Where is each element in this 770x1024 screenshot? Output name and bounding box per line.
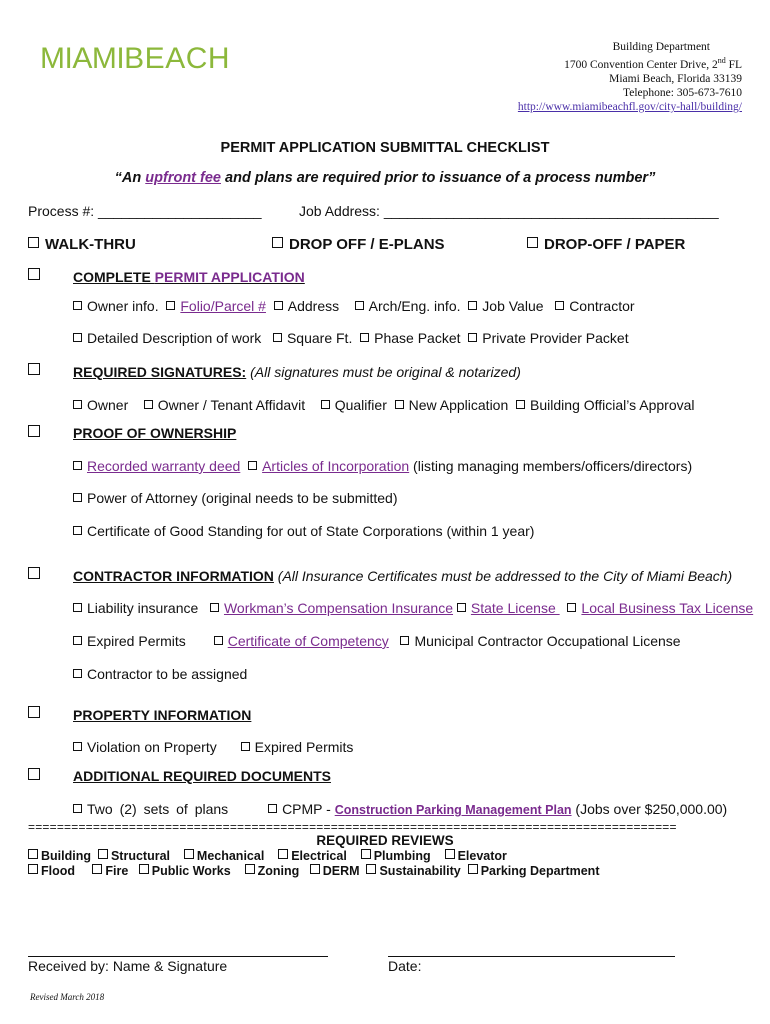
sig-owner-label: Owner: [87, 397, 129, 413]
contractor-assigned-checkbox[interactable]: [73, 669, 82, 678]
ownership-row-2: [73, 490, 398, 506]
job-value-checkbox[interactable]: [468, 301, 477, 310]
contractor-heading-text: CONTRACTOR INFORMATION: [73, 568, 274, 584]
certificate-competency-checkbox[interactable]: [214, 636, 223, 645]
sig-owner-checkbox[interactable]: [73, 400, 82, 409]
section-property-heading: PROPERTY INFORMATION: [73, 707, 252, 723]
page-title: PERMIT APPLICATION SUBMITTAL CHECKLIST: [220, 140, 550, 156]
signatures-heading-text: REQUIRED SIGNATURES:: [73, 364, 247, 380]
review-flood-label: Flood: [41, 864, 76, 878]
review-fire-checkbox[interactable]: [92, 864, 102, 874]
sig-official-approval-label: Building Official’s Approval: [530, 397, 695, 413]
divider-line: ==========================================================================================: [28, 820, 677, 834]
walk-thru-option[interactable]: [28, 236, 136, 253]
additional-row: [73, 801, 727, 817]
logo-text-beach: BEACH: [124, 42, 231, 75]
cpmp-note: (Jobs over $250,000.00): [571, 801, 728, 817]
contractor-row-3: [73, 666, 247, 682]
review-structural-checkbox[interactable]: [98, 849, 108, 859]
contractor-note: (All Insurance Certificates must be addressed to the City of Miami Beach): [273, 568, 733, 584]
contractor-expired-permits-checkbox[interactable]: [73, 636, 82, 645]
reviews-row-2: [28, 864, 599, 878]
review-elevator-label: Elevator: [457, 849, 507, 863]
square-ft-checkbox[interactable]: [273, 333, 282, 342]
section-contractor-checkbox[interactable]: [28, 567, 40, 579]
section-application-heading: [73, 269, 305, 285]
review-electrical-checkbox[interactable]: [278, 849, 288, 859]
walk-thru-checkbox[interactable]: [28, 237, 39, 248]
phase-packet-checkbox[interactable]: [360, 333, 369, 342]
signatures-note: (All signatures must be original & notarized): [246, 364, 521, 380]
contractor-label: Contractor: [569, 298, 635, 314]
upfront-fee-link[interactable]: upfront fee: [145, 170, 221, 186]
contractor-expired-permits-label: Expired Permits: [87, 633, 186, 649]
section-ownership-heading: PROOF OF OWNERSHIP: [73, 425, 237, 441]
state-license-checkbox[interactable]: [457, 603, 466, 612]
liability-insurance-checkbox[interactable]: [73, 603, 82, 612]
application-row-2: [73, 330, 629, 346]
review-mechanical-checkbox[interactable]: [184, 849, 194, 859]
cpmp-link[interactable]: Construction Parking Management Plan: [334, 803, 572, 817]
walk-thru-label: WALK-THRU: [45, 236, 136, 253]
violation-property-label: Violation on Property: [87, 739, 217, 755]
miami-beach-logo: [40, 42, 230, 76]
sig-affidavit-checkbox[interactable]: [144, 400, 153, 409]
property-expired-permits-checkbox[interactable]: [241, 742, 250, 751]
warranty-deed-link[interactable]: Recorded warranty deed: [87, 458, 241, 474]
ownership-row-1: [73, 458, 692, 474]
section-contractor-heading: [73, 568, 732, 584]
subtitle-rest: and plans are required prior to issuance of a process number”: [221, 170, 656, 186]
arch-eng-checkbox[interactable]: [355, 301, 364, 310]
drop-off-paper-option[interactable]: [527, 236, 685, 253]
heading-complete: COMPLETE: [73, 269, 155, 285]
job-address-field[interactable]: Job Address: ___________________________________________: [299, 203, 719, 219]
detailed-description-checkbox[interactable]: [73, 333, 82, 342]
municipal-license-checkbox[interactable]: [400, 636, 409, 645]
signature-line[interactable]: [28, 956, 328, 957]
articles-note: (listing managing members/officers/directors): [409, 458, 693, 474]
contractor-row-2: [73, 633, 681, 649]
review-fire-label: Fire: [105, 864, 129, 878]
department-address-block: [518, 40, 742, 114]
section-property-checkbox[interactable]: [28, 706, 40, 718]
power-of-attorney-checkbox[interactable]: [73, 493, 82, 502]
property-row: [73, 739, 353, 755]
two-sets-plans-label: Two (2) sets of plans: [87, 801, 229, 817]
power-of-attorney-label: Power of Attorney (original needs to be submitted): [87, 490, 398, 506]
detailed-description-label: Detailed Description of work: [87, 330, 262, 346]
job-value-label: Job Value: [482, 298, 544, 314]
owner-info-checkbox[interactable]: [73, 301, 82, 310]
articles-incorporation-link[interactable]: Articles of Incorporation: [262, 458, 410, 474]
page-subtitle: [0, 170, 770, 186]
review-parking-label: Parking Department: [480, 864, 600, 878]
section-additional-checkbox[interactable]: [28, 768, 40, 780]
cpmp-checkbox[interactable]: [268, 804, 277, 813]
address-label: Address: [287, 298, 340, 314]
address-checkbox[interactable]: [274, 301, 283, 310]
review-zoning-checkbox[interactable]: [245, 864, 255, 874]
section-signatures-heading: [73, 364, 521, 380]
review-plumbing-checkbox[interactable]: [361, 849, 371, 859]
review-zoning-label: Zoning: [257, 864, 300, 878]
drop-off-eplans-option[interactable]: [272, 236, 445, 253]
section-signatures-checkbox[interactable]: [28, 363, 40, 375]
sig-official-approval-checkbox[interactable]: [516, 400, 525, 409]
subtitle-open: “An: [114, 170, 146, 186]
dept-street-text: 1700 Convention Center Drive, 2: [564, 58, 718, 71]
dept-website-link[interactable]: http://www.miamibeachfl.gov/city-hall/building/: [517, 100, 742, 113]
local-business-tax-link[interactable]: Local Business Tax License: [581, 600, 754, 616]
review-elevator-checkbox[interactable]: [445, 849, 455, 859]
review-building-label: Building: [41, 849, 91, 863]
liability-insurance-label: Liability insurance: [87, 600, 199, 616]
section-application-checkbox[interactable]: [28, 268, 40, 280]
folio-parcel-link[interactable]: Folio/Parcel #: [180, 298, 266, 314]
date-line[interactable]: [388, 956, 675, 957]
review-sustainability-checkbox[interactable]: [366, 864, 376, 874]
drop-off-paper-label: DROP-OFF / PAPER: [544, 236, 686, 253]
square-ft-label: Square Ft.: [286, 330, 353, 346]
dept-street-sup: nd: [717, 56, 726, 65]
reviews-heading: REQUIRED REVIEWS: [316, 833, 454, 848]
review-parking-checkbox[interactable]: [468, 864, 478, 874]
warranty-deed-checkbox[interactable]: [73, 461, 82, 470]
drop-off-eplans-checkbox[interactable]: [272, 237, 283, 248]
cpmp-label: CPMP -: [282, 801, 335, 817]
drop-off-eplans-label: DROP OFF / E-PLANS: [289, 236, 445, 253]
contractor-row-1: [73, 600, 753, 616]
dept-street: [518, 54, 742, 72]
section-ownership-checkbox[interactable]: [28, 425, 40, 437]
property-expired-permits-label: Expired Permits: [254, 739, 354, 755]
date-label: Date:: [388, 958, 422, 974]
private-provider-label: Private Provider Packet: [482, 330, 629, 346]
review-electrical-label: Electrical: [291, 849, 347, 863]
logo-text-miami: MIAMI: [40, 42, 125, 75]
review-derm-checkbox[interactable]: [310, 864, 320, 874]
section-additional-heading: ADDITIONAL REQUIRED DOCUMENTS: [73, 768, 331, 784]
phase-packet-label: Phase Packet: [374, 330, 461, 346]
permit-application-link[interactable]: PERMIT APPLICATION: [154, 269, 305, 285]
folio-parcel-checkbox[interactable]: [166, 301, 175, 310]
workmans-comp-checkbox[interactable]: [210, 603, 219, 612]
contractor-checkbox[interactable]: [555, 301, 564, 310]
ownership-row-3: [73, 523, 534, 539]
review-mechanical-label: Mechanical: [196, 849, 265, 863]
two-sets-plans-checkbox[interactable]: [73, 804, 82, 813]
municipal-license-label: Municipal Contractor Occupational License: [414, 633, 681, 649]
arch-eng-label: Arch/Eng. info.: [368, 298, 461, 314]
dept-phone: Telephone: 305-673-7610: [623, 86, 742, 99]
private-provider-checkbox[interactable]: [468, 333, 477, 342]
sig-affidavit-label: Owner / Tenant Affidavit: [157, 397, 306, 413]
review-public-works-checkbox[interactable]: [139, 864, 149, 874]
violation-property-checkbox[interactable]: [73, 742, 82, 751]
drop-off-paper-checkbox[interactable]: [527, 237, 538, 248]
application-row-1: [73, 298, 635, 314]
received-by-label: Received by: Name & Signature: [28, 958, 228, 974]
good-standing-checkbox[interactable]: [73, 526, 82, 535]
reviews-row-1: [28, 849, 507, 863]
sig-qualifier-label: Qualifier: [334, 397, 387, 413]
dept-name: Building Department: [612, 41, 710, 53]
workmans-comp-link[interactable]: Workman’s Compensation Insurance: [223, 600, 454, 616]
sig-new-application-label: New Application: [408, 397, 509, 413]
signatures-row: [73, 397, 695, 413]
review-plumbing-label: Plumbing: [373, 849, 431, 863]
certificate-competency-link[interactable]: Certificate of Competency: [227, 633, 389, 649]
good-standing-label: Certificate of Good Standing for out of State Corporations (within 1 year): [87, 523, 535, 539]
sig-qualifier-checkbox[interactable]: [321, 400, 330, 409]
review-public-works-label: Public Works: [151, 864, 231, 878]
review-structural-label: Structural: [110, 849, 170, 863]
owner-info-label: Owner info.: [87, 298, 159, 314]
sig-new-application-checkbox[interactable]: [395, 400, 404, 409]
state-license-link[interactable]: State License: [470, 600, 560, 616]
review-building-checkbox[interactable]: [28, 849, 38, 859]
review-derm-label: DERM: [322, 864, 360, 878]
contractor-assigned-label: Contractor to be assigned: [87, 666, 248, 682]
process-number-field[interactable]: Process #: _____________________: [28, 203, 262, 219]
articles-incorporation-checkbox[interactable]: [248, 461, 257, 470]
dept-street-floor: FL: [725, 58, 742, 71]
local-business-tax-checkbox[interactable]: [567, 603, 576, 612]
dept-city: Miami Beach, Florida 33139: [609, 72, 742, 85]
review-flood-checkbox[interactable]: [28, 864, 38, 874]
review-sustainability-label: Sustainability: [379, 864, 461, 878]
revision-date: Revised March 2018: [30, 992, 105, 1002]
